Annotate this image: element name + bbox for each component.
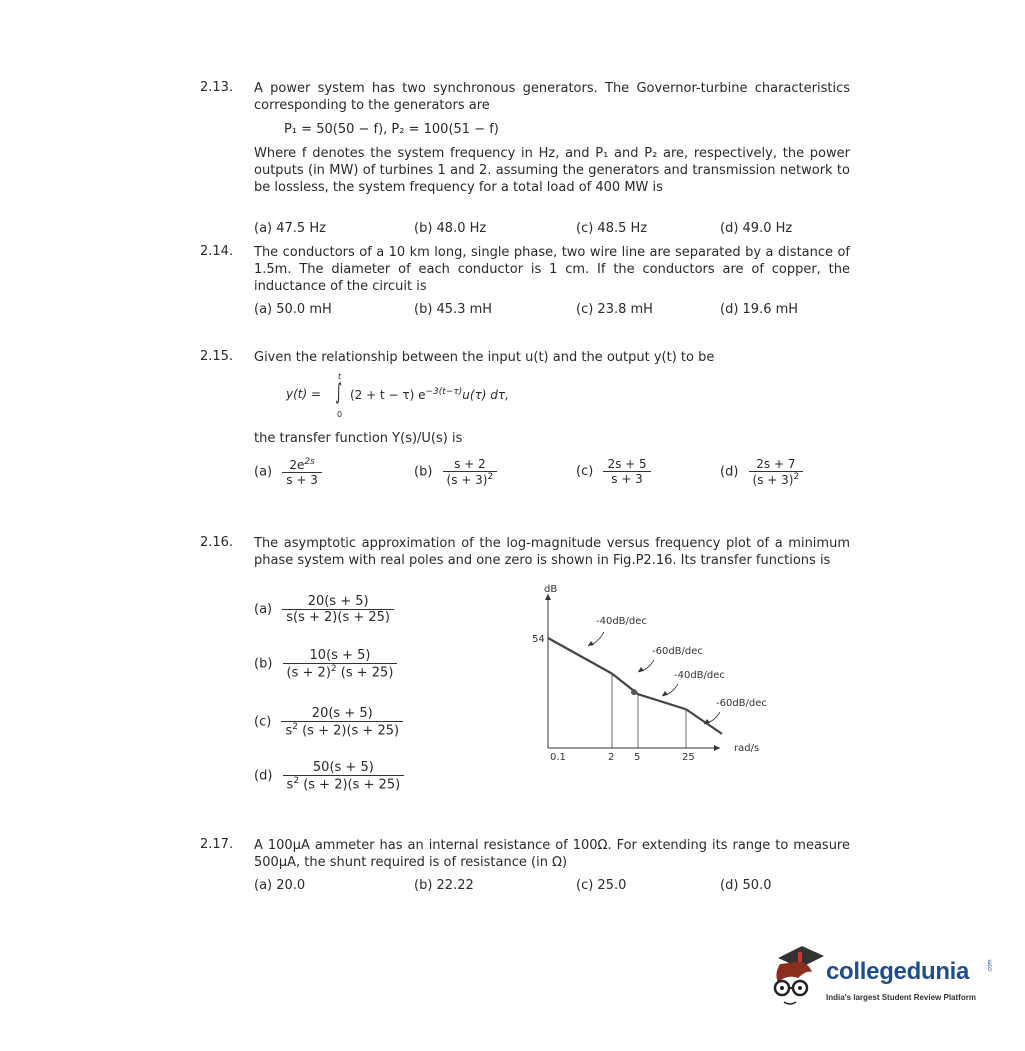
integral-lower-limit: 0 [337, 410, 343, 419]
bode-plot-layer [532, 584, 767, 763]
slope-label: -40dB/dec [674, 670, 725, 681]
option-d[interactable] [720, 457, 803, 487]
question-text: A power system has two synchronous generators. The Governor-turbine characteristics corresponding to the generators are [254, 81, 850, 113]
option-b[interactable]: (b) 48.0 Hz [414, 221, 487, 236]
question-2-13-continued [200, 145, 850, 196]
fraction-numerator: 20(s + 5) [311, 706, 373, 721]
x-tick-label: 0.1 [550, 752, 566, 763]
denominator-exponent: 2 [330, 664, 337, 674]
option-a[interactable]: (a) 50.0 mH [254, 302, 332, 317]
option-c[interactable]: (c) 48.5 Hz [576, 221, 648, 236]
option-fraction [603, 457, 650, 486]
slope-label: -60dB/dec [652, 646, 703, 657]
fraction-denominator [282, 609, 394, 625]
integral-sign-icon: ∫ [335, 380, 343, 405]
denominator-text: (s + 3) [752, 473, 794, 487]
denominator-post: (s + 25) [340, 665, 394, 681]
question-2-13 [200, 80, 850, 114]
option-label: (c) [576, 464, 594, 479]
fraction-numerator: s + 2 [454, 457, 486, 471]
logo-tagline: India's largest Student Review Platform [826, 993, 976, 1002]
asymptote-segment [686, 709, 722, 734]
fraction-denominator [283, 663, 398, 680]
slope-pointer-arrow-icon [638, 667, 644, 672]
option-d[interactable]: (d) 19.6 mH [720, 302, 799, 317]
question-number: 2.15. [200, 349, 234, 364]
question-number: 2.17. [200, 837, 234, 852]
fraction-denominator [283, 775, 405, 792]
x-axis-arrow-icon [714, 745, 720, 751]
option-c[interactable]: (c) 23.8 mH [576, 302, 653, 317]
bode-plot [520, 580, 780, 770]
option-label: (d) [720, 464, 739, 480]
question-2-16 [200, 535, 850, 569]
option-d[interactable] [254, 760, 404, 792]
denominator-exponent: 2 [292, 722, 298, 732]
option-label: (a) [254, 464, 273, 480]
fraction-denominator [443, 471, 498, 487]
y-tick-label: 54 [532, 634, 545, 645]
question-text-2: Where f denotes the system frequency in Hz, and P₁ and P₂ are, respectively, the power outputs (in MW) of turbines 1 and 2. assuming the generators and transmission network to be lossless, the system frequency for a total load of 400 MW is [254, 146, 850, 195]
y-axis-label: dB [544, 584, 558, 595]
option-fraction [283, 648, 398, 680]
denominator-exponent: 2 [793, 472, 800, 482]
option-c[interactable]: (c) 25.0 [576, 878, 627, 893]
denominator-exponent: 2 [293, 776, 300, 786]
option-a[interactable]: (a) 47.5 Hz [254, 221, 326, 236]
slope-pointer-arrow-icon [662, 691, 668, 696]
question-2-14 [200, 244, 850, 295]
question-text: Given the relationship between the input u(t) and the output y(t) to be [254, 350, 715, 365]
option-fraction [282, 457, 322, 487]
denominator-post: (s + 2)(s + 25) [302, 723, 400, 739]
option-fraction [281, 706, 403, 738]
corner-point [631, 689, 637, 695]
fraction-numerator [282, 457, 322, 472]
option-d[interactable]: (d) 49.0 Hz [720, 221, 793, 236]
option-a[interactable] [254, 457, 322, 487]
option-a[interactable] [254, 594, 394, 625]
logo-domain: .com [987, 959, 994, 973]
fraction-denominator [749, 471, 804, 487]
denominator-text: (s + 3) [446, 473, 488, 487]
mascot-icon [768, 944, 826, 1012]
question-2-15 [200, 349, 850, 366]
option-b[interactable]: (b) 45.3 mH [414, 302, 493, 317]
question-number: 2.13. [200, 80, 234, 95]
option-label: (d) [254, 768, 273, 784]
option-b[interactable] [414, 457, 497, 487]
denominator-pre: s [285, 723, 293, 739]
eq-tail: u(τ) dτ, [462, 388, 509, 402]
asymptote-segment [548, 638, 612, 674]
question-text: The conductors of a 10 km long, single phase, two wire line are separated by a distance of 1.5m. The diameter of each conductor is 1 cm. If the conductors are of copper, the inductance of the circuit is [254, 245, 850, 294]
fraction-denominator: s + 3 [603, 471, 650, 486]
fraction-numerator: 10(s + 5) [309, 648, 371, 663]
question-text-2: the transfer function Y(s)/U(s) is [254, 431, 463, 446]
option-fraction [283, 760, 405, 792]
slope-label: -40dB/dec [596, 616, 647, 627]
option-label: (b) [414, 464, 433, 480]
option-fraction [282, 594, 394, 625]
fraction-denominator [281, 721, 403, 738]
x-tick-label: 5 [634, 752, 641, 763]
option-label: (a) [254, 602, 273, 617]
question-number: 2.16. [200, 535, 234, 550]
governor-equation: P₁ = 50(50 − f), P₂ = 100(51 − f) [284, 122, 499, 137]
eq-integrand: (2 + t − τ) e [350, 388, 426, 402]
fraction-numerator: 2s + 7 [756, 457, 796, 471]
fraction-numerator: 20(s + 5) [307, 594, 369, 609]
option-label: (c) [254, 714, 272, 730]
question-number: 2.14. [200, 244, 234, 259]
denominator-pre: (s + 2) [286, 665, 331, 681]
fraction-numerator: 2s + 5 [607, 457, 647, 471]
option-b[interactable]: (b) 22.22 [414, 878, 474, 893]
fraction-numerator: 50(s + 5) [312, 760, 374, 775]
fraction-denominator: s + 3 [282, 472, 322, 487]
question-2-17 [200, 837, 850, 871]
denominator-pre: s [286, 777, 294, 793]
x-tick-label: 25 [682, 752, 695, 763]
numerator-text: 2e [289, 458, 305, 472]
eq-lhs: y(t) = [286, 387, 322, 401]
numerator-exponent: 2s [304, 457, 315, 467]
slope-label: -60dB/dec [716, 698, 767, 709]
option-a[interactable]: (a) 20.0 [254, 878, 306, 893]
option-fraction [443, 457, 498, 487]
option-fraction [749, 457, 804, 487]
option-c[interactable] [254, 706, 403, 738]
collegedunia-logo[interactable] [768, 944, 998, 1014]
denominator-text: s(s + 2)(s + 25) [286, 610, 390, 625]
eq-body [350, 387, 509, 402]
question-text: A 100μA ammeter has an internal resistance of 100Ω. For extending its range to measure 500μA, the shunt required is of resistance (in Ω) [254, 838, 850, 870]
eq-exponent: −3(t−τ) [425, 387, 463, 397]
option-label: (b) [254, 656, 273, 672]
x-tick-label: 2 [608, 752, 615, 763]
logo-wordmark: collegedunia [826, 958, 970, 985]
option-b[interactable] [254, 648, 397, 680]
integral-upper-limit: t [338, 372, 342, 381]
option-c[interactable] [576, 457, 651, 486]
denominator-exponent: 2 [487, 472, 494, 482]
denominator-post: (s + 2)(s + 25) [303, 777, 401, 793]
asymptote-segment [638, 694, 686, 709]
x-axis-label: rad/s [734, 743, 760, 754]
option-d[interactable]: (d) 50.0 [720, 878, 772, 893]
question-text: The asymptotic approximation of the log-magnitude versus frequency plot of a minimum phase system with real poles and one zero is shown in Fig.P2.16. Its transfer functions is [254, 536, 850, 568]
